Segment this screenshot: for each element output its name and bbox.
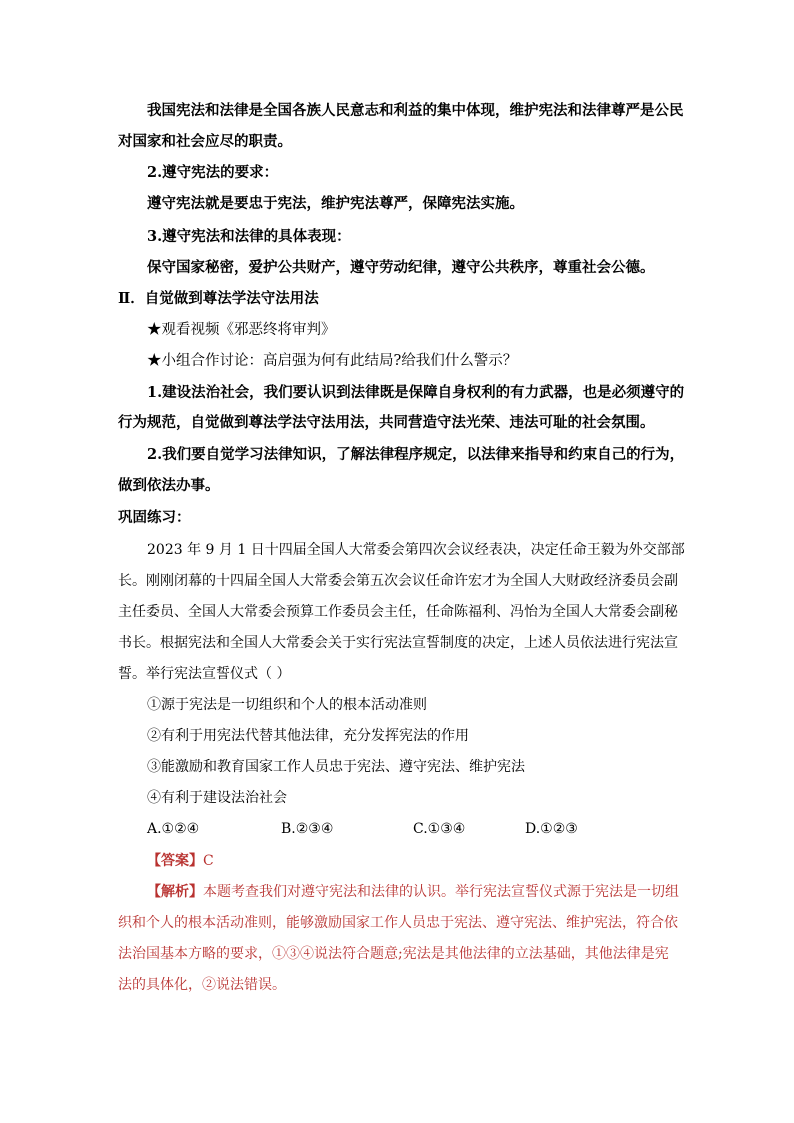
analysis-line4: 法的具体化，②说法错误。 [118, 977, 286, 993]
answer-value: C [203, 853, 214, 869]
answer-options [147, 819, 667, 839]
point2-line1: 2.我们要自觉学习法律知识，了解法律程序规定，以法律来指导和约束自己的行为， [147, 446, 685, 463]
paragraph-duty-line2: 对国家和社会应尽的职责。 [118, 133, 292, 150]
point2-line2: 做到依法办事。 [118, 477, 220, 494]
analysis-line3: 法治国基本方略的要求，①③④说法符合题意;宪法是其他法律的立法基础，其他法律是宪 [118, 946, 669, 962]
paragraph-obey-constitution: 遵守宪法就是要忠于宪法，维护宪法尊严，保障宪法实施。 [147, 195, 524, 212]
activity-watch-video: ★观看视频《邪恶终将审判》 [147, 322, 336, 338]
answer-line [147, 851, 214, 871]
answer-label: 【答案】 [147, 853, 203, 869]
analysis-line1 [147, 882, 679, 902]
analysis-label: 【解析】 [147, 884, 203, 900]
heading-specific-behaviors: 3.遵守宪法和法律的具体表现： [147, 228, 351, 245]
statement-2: ②有利于用宪法代替其他法律，充分发挥宪法的作用 [147, 728, 469, 744]
point1-line1: 1.建设法治社会，我们要认识到法律既是保障自身权利的有力武器，也是必须遵守的 [147, 384, 685, 401]
question-line5: 誓。举行宪法宣誓仪式（ ） [118, 666, 291, 682]
question-line4: 书长。根据宪法和全国人大常委会关于实行宪法宣誓制度的决定，上述人员依法进行宪法宣 [118, 635, 678, 651]
question-line3: 主任委员、全国人大常委会预算工作委员会主任，任命陈福利、冯怡为全国人大常委会副秘 [118, 604, 678, 620]
analysis-line2: 织和个人的根本活动准则，能够激励国家工作人员忠于宪法、遵守宪法、维护宪法，符合依 [118, 915, 678, 931]
point1-line2: 行为规范，自觉做到尊法学法守法用法，共同营造守法光荣、违法可耻的社会氛围。 [118, 414, 655, 431]
option-c: C.①③④ [413, 821, 466, 837]
paragraph-specific-behaviors: 保守国家秘密，爱护公共财产，遵守劳动纪律，遵守公共秩序，尊重社会公德。 [147, 259, 655, 276]
paragraph-duty-line1: 我国宪法和法律是全国各族人民意志和利益的集中体现，维护宪法和法律尊严是公民 [147, 102, 684, 119]
statement-3: ③能激励和教育国家工作人员忠于宪法、遵守宪法、维护宪法 [147, 759, 525, 775]
statement-4: ④有利于建设法治社会 [147, 790, 287, 806]
statement-1: ①源于宪法是一切组织和个人的根本活动准则 [147, 697, 427, 713]
exercise-heading: 巩固练习： [118, 509, 191, 526]
activity-group-discussion: ★小组合作讨论：高启强为何有此结局?给我们什么警示？ [147, 353, 518, 369]
option-d: D.①②③ [525, 821, 578, 837]
section-heading-respect-law: Ⅱ．自觉做到尊法学法守法用法 [118, 290, 319, 307]
heading-obey-constitution-requirement: 2.遵守宪法的要求： [147, 164, 279, 181]
option-b: B.②③④ [281, 821, 334, 837]
question-line1: 2023 年 9 月 1 日十四届全国人大常委会第四次会议经表决，决定任命王毅为外交部部 [147, 542, 685, 558]
option-a: A.①②④ [147, 821, 200, 837]
question-line2: 长。刚刚闭幕的十四届全国人大常委会第五次会议任命许宏才为全国人大财政经济委员会副 [118, 573, 678, 589]
analysis-text-line1: 本题考查我们对遵守宪法和法律的认识。举行宪法宣誓仪式源于宪法是一切组 [203, 884, 679, 900]
